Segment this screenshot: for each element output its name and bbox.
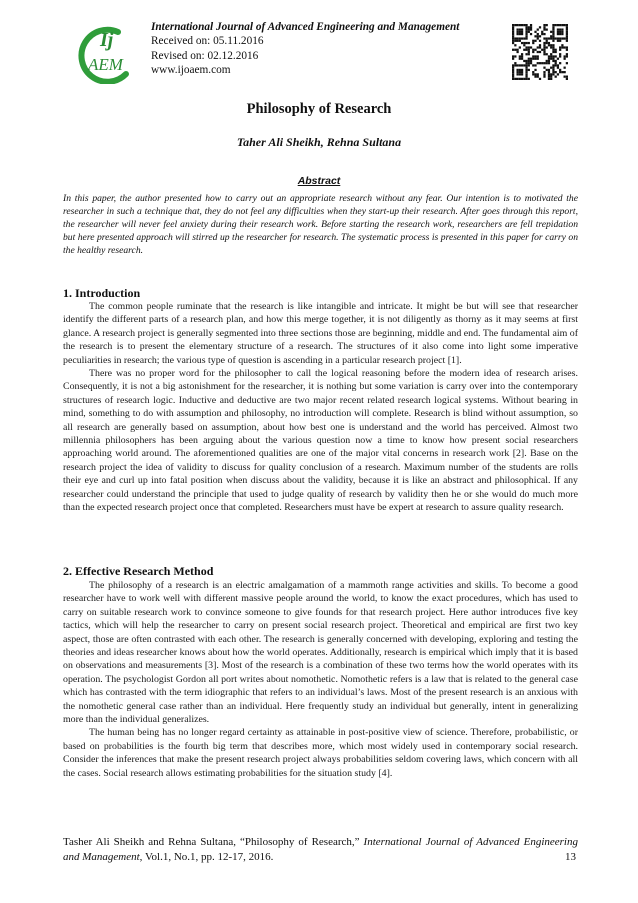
journal-info [151, 20, 511, 78]
logo-text-bottom: AEM [88, 55, 123, 74]
journal-header [78, 20, 578, 84]
journal-website: www.ijoaem.com [151, 64, 231, 77]
paragraph: The common people ruminate that the research is like intangible and intricate. It might be but will see that researcher identify the different parts of a research plan, and how this merge together, it is not diligently as thorny as it may seems at first glance. A research project is generally segmented into three sections those are beginning, middle and end. The fundamental aim of the research is to present the elementary structure of a research. The structures of it also come into light some imperative peculiarities in research; the various type of question is ascending in a particular research project [1]. [63, 301, 578, 366]
section-body-introduction [63, 300, 578, 515]
section-body-effective-research-method [63, 579, 578, 780]
footer-volume: Vol.1, No.1, pp. 12-17, 2016. [142, 850, 274, 863]
paragraph: There was no proper word for the philosopher to call the logical reasoning before the modern idea of research arises. Consequently, it is not a big astonishment for the researcher, it is nothing but some variation is carry over into the contemporary structures of research logic. Inductive and deductive are two major recent related research logical systems. Without bearing in mind, something to do with assumption and philosophy, no introduction will complete. Research is blind without assumption, so all research are generally based on assumption, about how best one is understand and the world has perceived. Almost two millennia philosophers has been arguing about the various question now a time to know how present social researchers approaching world around. The aforementioned qualities are one of the major vital concerns in research work [2]. Base on the research project the idea of validity to discuss for quality conclusion of a research. Maximum number of the students are rolls their eye and curl up into fatal position when discuss about the validity, because it is like an abstract and philosophical. If any researcher could understand the principle that used to judge quality of research by validity then he or she would do much more than the expected research project once that completed. Researchers must have be expert at research to assure quality research. [63, 368, 578, 514]
paper-title: Philosophy of Research [246, 101, 392, 117]
section-heading-effective-research-method: 2. Effective Research Method [63, 564, 214, 578]
abstract-heading: Abstract [297, 175, 341, 187]
journal-name: International Journal of Advanced Engineering and Management [151, 21, 460, 33]
page-number: 13 [565, 850, 576, 863]
received-date: Received on: 05.11.2016 [151, 35, 264, 48]
paragraph: The philosophy of a research is an electric amalgamation of a mammoth range activities and skills. To become a good researcher have to work well with different massive people around the world, to know the exact procedures, which has used to carry on suitable research work to convince someone to give founds for that research project. Here author introduces five key tactics, which will help the researcher to carry on present social research project. Theoretical and empirical are first two key aspect, those are often contrasted with each other. The research is generally concerned with developing, exploring and testing the theories and ideas researcher knows about how the world operates. Additionally, research is empirical which imply that it is based on observations and measurements [3]. Most of the research is a combination of these two terms how the world operates with its operation. The psychologist Gordon all port writes about nomothetic. Nomothetic refers is a law that is related to the general case which has contrasted with the term idiographic that refers to an individual’s laws. Most of the present research is an anxious with the nomothetic general case rather than an individual. Here frequently study an individual but generally, intent in generalizing more than the individual generalizes. [63, 580, 578, 726]
logo-text-top: Ij [100, 29, 114, 51]
citation-footer [63, 835, 578, 864]
journal-logo [78, 22, 150, 84]
footer-citation-authors: Tasher Ali Sheikh and Rehna Sultana, “Philosophy of Research,” [63, 836, 364, 848]
qr-code-icon [512, 24, 568, 80]
abstract-text: In this paper, the author presented how to carry out an appropriate research without any fear. Our intention is to motivated the researcher in such a technique that, they do not feel any difficulties when they start-up their research. After goes through this report, the researcher will never feel anxiety during their research work. Before starting the research work, researchers are fell trepidation but here presented approach will stirred up the researcher for research. The systematic process is presented in this paper for carry on the healthy research. [63, 193, 578, 256]
footer-journal-name: International Journal of Advanced Engineering and Management, [63, 836, 578, 863]
revised-date: Revised on: 02.12.2016 [151, 49, 259, 62]
paragraph: The human being has no longer regard certainty as attainable in post-positive view of science. Therefore, probabilistic, or based on probabilities is the fourth big term that describes more, which most widely used in contemporary social research. Consider the inferences that make the present research project always probabilities seldom covering laws, which concern with all the cases. Social research allows estimating probabilities for the situation study [4]. [63, 727, 578, 779]
paper-authors: Taher Ali Sheikh, Rehna Sultana [236, 135, 402, 149]
section-heading-introduction: 1. Introduction [63, 286, 141, 300]
